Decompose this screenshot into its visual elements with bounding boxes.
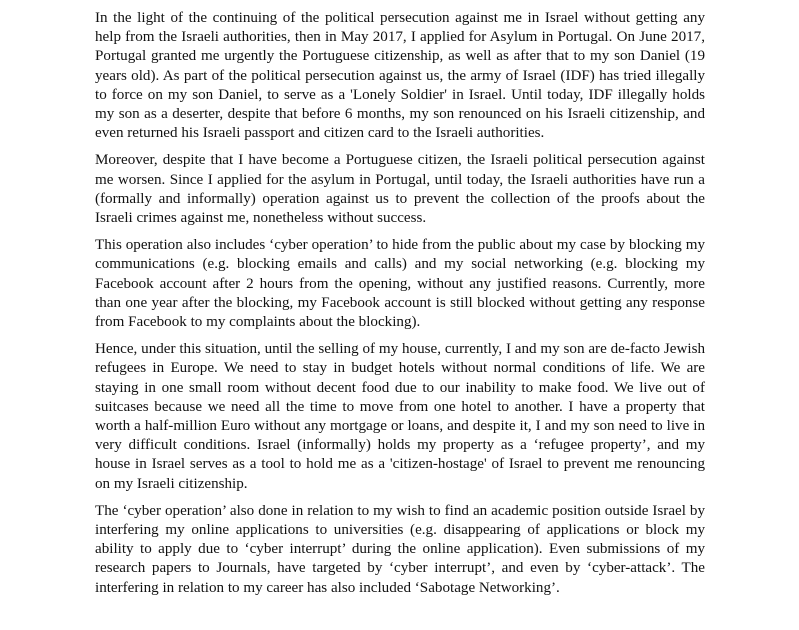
paragraph-refugees: Hence, under this situation, until the selling of my house, currently, I and my son are de-facto Jewish refugees in Europe. We need to stay in budget hotels without normal conditions of life. We are staying in one small room without decent food due to our inability to make food. We live out of suitcases because we need all the time to move from one hotel to another. I have a property that worth a half-million Euro without any mortgage or loans, and despite it, I and my son need to live in very difficult conditions. Israel (informally) holds my property as a ‘refugee property’, and my house in Israel serves as a tool to hold me as a 'citizen-hostage' of Israel to prevent me renouncing on my Israeli citizenship.	[95, 341, 705, 492]
paragraph-cyber-operation: This operation also includes ‘cyber operation’ to hide from the public about my case by blocking my communications (e.g. blocking emails and calls) and my social networking (e.g. blocking my Facebook account after 2 hours from the opening, without any justified reasons. Currently, more than one year after the blocking, my Facebook account is still blocked without getting any response from Facebook to my complaints about the blocking).	[95, 237, 705, 331]
paragraph-career: The ‘cyber operation’ also done in relation to my wish to find an academic position outside Israel by interfering my online applications to universities (e.g. disappearing of applications or block my ability to apply due to ‘cyber interrupt’ during the online application). Even submissions of my research papers to Journals, have targeted by ‘cyber interrupt’, and even by ‘cyber-attack’. The interfering in relation to my career has also included ‘Sabotage Networking’.	[95, 502, 705, 596]
paragraph-persecution: Moreover, despite that I have become a Portuguese citizen, the Israeli political persecution against me worsen. Since I applied for the asylum in Portugal, until today, the Israeli authorities have run a (formally and informally) operation against us to prevent the collection of the proofs about the Israeli crimes against me, nonetheless without success.	[95, 152, 705, 227]
paragraph-asylum: In the light of the continuing of the political persecution against me in Israel without getting any help from the Israeli authorities, then in May 2017, I applied for Asylum in Portugal. On June 2017, Portugal granted me urgently the Portuguese citizenship, as well as after that to my son Daniel (19 years old). As part of the political persecution against us, the army of Israel (IDF) has tried illegally to force on my son Daniel, to serve as a 'Lonely Soldier' in Israel. Until today, IDF illegally holds my son as a deserter, despite that before 6 months, my son renounced on his Israeli citizenship, and even returned his Israeli passport and citizen card to the Israeli authorities.	[95, 10, 705, 142]
document-page	[95, 9, 705, 606]
